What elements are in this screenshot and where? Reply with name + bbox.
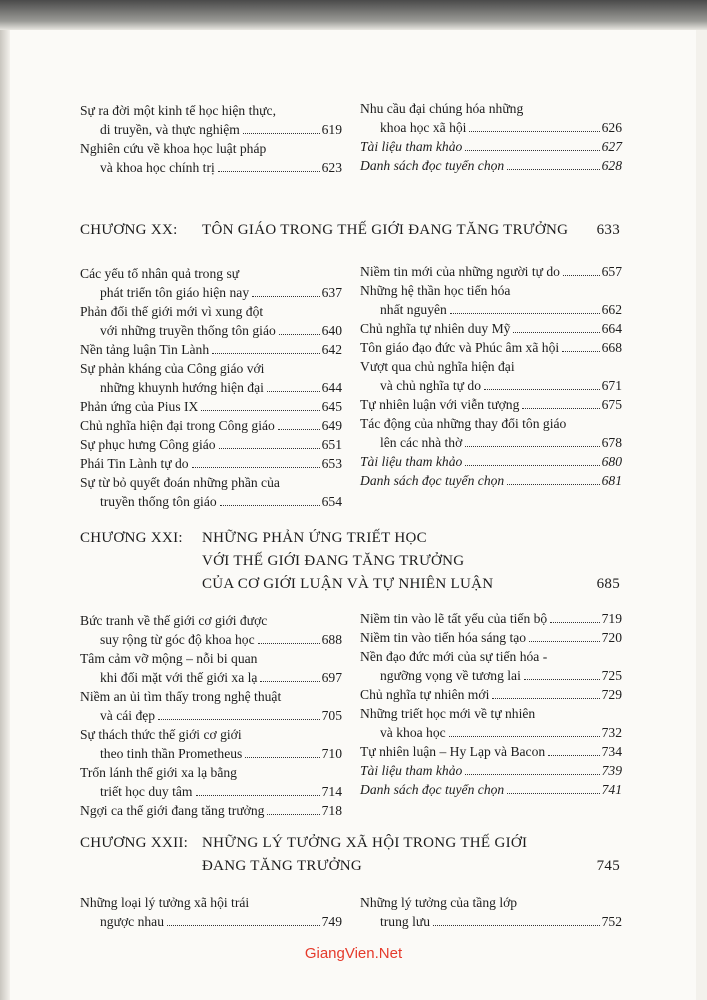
dot-leader	[192, 467, 320, 468]
toc-entry-text: ngưỡng vọng về tương lai	[380, 668, 521, 683]
toc-entry	[360, 281, 622, 319]
toc-entry	[360, 609, 622, 628]
toc-entry-text: Nền đạo đức mới của sự tiến hóa -	[360, 649, 548, 664]
chapter-page: 745	[596, 858, 620, 874]
toc-entry	[80, 397, 342, 416]
toc-entry-text: Sự ra đời một kinh tế học hiện thực,	[80, 103, 276, 118]
toc-entry-page: 681	[601, 473, 622, 488]
toc-entry-text: di truyền, và thực nghiệm	[100, 122, 240, 137]
dot-leader	[450, 313, 600, 314]
watermark-footer: GiangVien.Net	[304, 945, 403, 962]
toc-entry-page: 688	[321, 632, 342, 647]
toc-entry	[360, 780, 622, 799]
toc-entry	[80, 302, 342, 340]
chapter-title-line-3: CỦA CƠ GIỚI LUẬN VÀ TỰ NHIÊN LUẬN	[202, 576, 494, 592]
toc-entry-text: theo tinh thần Prometheus	[100, 746, 243, 761]
toc-top-left	[80, 101, 342, 177]
dot-leader	[243, 133, 320, 134]
toc-entry-page: 710	[321, 746, 342, 761]
chapter-number: CHƯƠNG XX:	[80, 222, 178, 238]
toc-entry-text: Các yếu tố nhân quả trong sự	[80, 266, 240, 281]
toc-entry-text: Chủ nghĩa tự nhiên duy Mỹ	[360, 321, 511, 336]
toc-ch21-right	[360, 609, 622, 799]
dot-leader	[562, 351, 599, 352]
toc-entry	[360, 647, 622, 685]
toc-entry	[360, 704, 622, 742]
toc-entry	[360, 262, 622, 281]
toc-entry-text: suy rộng từ góc độ khoa học	[100, 632, 255, 647]
toc-entry-page: 640	[321, 323, 342, 338]
dot-leader	[219, 448, 320, 449]
toc-entry	[80, 649, 342, 687]
toc-entry-page: 642	[321, 342, 342, 357]
toc-entry	[360, 414, 622, 452]
dot-leader	[220, 505, 320, 506]
toc-entry-text: Phản đối thế giới mới vì xung đột	[80, 304, 264, 319]
dot-leader	[563, 275, 600, 276]
chapter-title-line-2: VỚI THẾ GIỚI ĐANG TĂNG TRƯỞNG	[202, 553, 465, 569]
toc-entry-page: 668	[601, 340, 622, 355]
chapter-title-line-1: NHỮNG LÝ TƯỞNG XÃ HỘI TRONG THẾ GIỚI	[202, 835, 528, 851]
toc-entry-text: Những hệ thần học tiến hóa	[360, 283, 511, 298]
toc-entry	[80, 416, 342, 435]
toc-entry	[360, 471, 622, 490]
toc-entry	[80, 763, 342, 801]
toc-entry-text: trung lưu	[380, 914, 431, 929]
toc-entry-text: Sự từ bỏ quyết đoán những phần của	[80, 475, 280, 490]
toc-entry	[80, 264, 342, 302]
toc-entry-text: Chủ nghĩa hiện đại trong Công giáo	[80, 418, 275, 433]
toc-entry-text: Phản ứng của Pius IX	[80, 399, 199, 414]
toc-entry-page: 697	[321, 670, 342, 685]
dot-leader	[465, 150, 599, 151]
dot-leader	[550, 622, 599, 623]
toc-entry-text: Danh sách đọc tuyển chọn	[360, 782, 505, 797]
toc-entry	[80, 435, 342, 454]
toc-entry-text: truyền thống tôn giáo	[100, 494, 217, 509]
toc-entry-text: Vượt qua chủ nghĩa hiện đại	[360, 359, 515, 374]
toc-entry-page: 732	[601, 725, 622, 740]
toc-entry-text: Tài liệu tham khảo	[360, 763, 463, 778]
toc-entry-text: Niềm tin mới của những người tự do	[360, 264, 560, 279]
dot-leader	[196, 795, 320, 796]
toc-entry-text: Danh sách đọc tuyển chọn	[360, 158, 505, 173]
dot-leader	[522, 408, 599, 409]
toc-entry-text: phát triển tôn giáo hiện nay	[100, 285, 250, 300]
toc-entry-page: 739	[601, 763, 622, 778]
toc-entry-text: Chủ nghĩa tự nhiên mới	[360, 687, 490, 702]
toc-entry-page: 678	[601, 435, 622, 450]
toc-top-right	[360, 99, 622, 175]
toc-entry	[360, 893, 622, 931]
toc-entry-text: Tâm cảm vỡ mộng – nỗi bi quan	[80, 651, 258, 666]
dot-leader	[167, 925, 320, 926]
toc-ch21-left	[80, 611, 342, 820]
toc-entry-page: 649	[321, 418, 342, 433]
toc-entry	[360, 156, 622, 175]
toc-entry-page: 729	[601, 687, 622, 702]
toc-entry-page: 644	[321, 380, 342, 395]
toc-entry	[80, 725, 342, 763]
toc-entry-text: Bức tranh về thế giới cơ giới được	[80, 613, 268, 628]
dot-leader	[245, 757, 319, 758]
dot-leader	[469, 131, 599, 132]
toc-entry	[360, 628, 622, 647]
chapter-title: TÔN GIÁO TRONG THẾ GIỚI ĐANG TĂNG TRƯỞNG	[202, 222, 569, 238]
chapter-page: 685	[596, 576, 620, 592]
dot-leader	[279, 334, 320, 335]
toc-entry-page: 714	[321, 784, 342, 799]
toc-ch20-right	[360, 262, 622, 490]
dot-leader	[267, 391, 320, 392]
dot-leader	[507, 169, 599, 170]
toc-entry-page: 651	[321, 437, 342, 452]
toc-entry	[80, 893, 342, 931]
toc-entry-text: lên các nhà thờ	[380, 435, 463, 450]
toc-entry-text: Trốn lánh thế giới xa lạ bằng	[80, 765, 237, 780]
dot-leader	[484, 389, 600, 390]
dot-leader	[529, 641, 600, 642]
toc-entry-text: Những loại lý tưởng xã hội trái	[80, 895, 250, 910]
toc-ch22-left	[80, 893, 342, 931]
toc-entry-page: 718	[321, 803, 342, 818]
toc-entry-text: Tự nhiên luận với viễn tượng	[360, 397, 520, 412]
toc-entry-page: 752	[601, 914, 622, 929]
toc-entry-page: 680	[601, 454, 622, 469]
toc-entry-page: 619	[321, 122, 342, 137]
dot-leader	[507, 793, 599, 794]
toc-entry-page: 645	[321, 399, 342, 414]
toc-entry-text: nhất nguyên	[380, 302, 447, 317]
toc-entry	[360, 319, 622, 338]
toc-entry-text: Nhu cầu đại chúng hóa những	[360, 101, 524, 116]
toc-entry-text: Tài liệu tham khảo	[360, 454, 463, 469]
toc-entry-text: ngược nhau	[100, 914, 165, 929]
toc-entry-page: 675	[601, 397, 622, 412]
dot-leader	[449, 736, 600, 737]
dot-leader	[465, 774, 599, 775]
toc-ch20-left	[80, 264, 342, 511]
toc-entry-text: Nền tảng luận Tin Lành	[80, 342, 210, 357]
scan-top-edge	[0, 0, 707, 30]
toc-entry	[80, 801, 342, 820]
toc-entry-text: Nghiên cứu về khoa học luật pháp	[80, 141, 267, 156]
dot-leader	[513, 332, 599, 333]
dot-leader	[548, 755, 599, 756]
toc-entry-text: Tài liệu tham khảo	[360, 139, 463, 154]
toc-entry-text: Niềm tin vào lẽ tất yếu của tiến bộ	[360, 611, 548, 626]
toc-entry-text: với những truyền thống tôn giáo	[100, 323, 276, 338]
dot-leader	[433, 925, 600, 926]
toc-entry-page: 725	[601, 668, 622, 683]
toc-entry-page: 623	[321, 160, 342, 175]
toc-entry	[360, 685, 622, 704]
toc-entry-page: 637	[321, 285, 342, 300]
toc-entry-text: Sự phục hưng Công giáo	[80, 437, 216, 452]
toc-entry	[360, 452, 622, 471]
toc-entry-page: 626	[601, 120, 622, 135]
dot-leader	[465, 446, 599, 447]
dot-leader	[278, 429, 320, 430]
toc-entry	[360, 761, 622, 780]
toc-entry	[80, 101, 342, 139]
dot-leader	[252, 296, 319, 297]
toc-entry-text: Những triết học mới về tự nhiên	[360, 706, 536, 721]
toc-entry-page: 719	[601, 611, 622, 626]
toc-entry-text: và chủ nghĩa tự do	[380, 378, 481, 393]
chapter-title-line-1: NHỮNG PHẢN ỨNG TRIẾT HỌC	[202, 530, 427, 546]
dot-leader	[260, 681, 319, 682]
toc-entry-text: và khoa học	[380, 725, 446, 740]
toc-entry-page: 671	[601, 378, 622, 393]
toc-entry-page: 741	[601, 782, 622, 797]
toc-entry	[80, 454, 342, 473]
toc-entry	[80, 611, 342, 649]
toc-entry-page: 628	[601, 158, 622, 173]
toc-entry-page: 664	[601, 321, 622, 336]
toc-entry-text: những khuynh hướng hiện đại	[100, 380, 264, 395]
toc-entry	[360, 742, 622, 761]
toc-entry-page: 720	[601, 630, 622, 645]
toc-entry-page: 705	[321, 708, 342, 723]
toc-entry	[360, 99, 622, 137]
dot-leader	[492, 698, 599, 699]
toc-entry	[360, 137, 622, 156]
toc-entry-text: khi đối mặt với thế giới xa lạ	[100, 670, 258, 685]
toc-entry-text: Tác động của những thay đổi tôn giáo	[360, 416, 567, 431]
dot-leader	[507, 484, 599, 485]
toc-entry-text: Niềm an ủi tìm thấy trong nghệ thuật	[80, 689, 282, 704]
toc-entry-page: 654	[321, 494, 342, 509]
chapter-number: CHƯƠNG XXI:	[80, 530, 183, 546]
toc-entry-text: Danh sách đọc tuyển chọn	[360, 473, 505, 488]
toc-entry-page: 662	[601, 302, 622, 317]
toc-entry-text: triết học duy tâm	[100, 784, 193, 799]
toc-entry-text: Sự phản kháng của Công giáo với	[80, 361, 265, 376]
toc-entry	[80, 139, 342, 177]
toc-entry-text: Niềm tin vào tiến hóa sáng tạo	[360, 630, 527, 645]
dot-leader	[524, 679, 600, 680]
dot-leader	[158, 719, 320, 720]
dot-leader	[212, 353, 319, 354]
chapter-page: 633	[596, 222, 620, 238]
page-gutter-shadow	[0, 0, 10, 1000]
toc-entry-text: Ngợi ca thế giới đang tăng trưởng	[80, 803, 265, 818]
toc-entry	[360, 357, 622, 395]
dot-leader	[201, 410, 319, 411]
toc-entry	[80, 473, 342, 511]
chapter-title-line-2: ĐANG TĂNG TRƯỞNG	[202, 858, 363, 874]
dot-leader	[258, 643, 320, 644]
toc-entry-text: và khoa học chính trị	[100, 160, 215, 175]
toc-entry-text: Tự nhiên luận – Hy Lạp và Bacon	[360, 744, 546, 759]
toc-entry-page: 627	[601, 139, 622, 154]
toc-entry-text: Phái Tin Lành tự do	[80, 456, 189, 471]
dot-leader	[465, 465, 599, 466]
toc-entry	[80, 340, 342, 359]
chapter-number: CHƯƠNG XXII:	[80, 835, 189, 851]
toc-entry-text: Sự thách thức thế giới cơ giới	[80, 727, 242, 742]
toc-entry-page: 749	[321, 914, 342, 929]
toc-entry-page: 653	[321, 456, 342, 471]
toc-entry-text: và cái đẹp	[100, 708, 156, 723]
toc-entry-text: Tôn giáo đạo đức và Phúc âm xã hội	[360, 340, 560, 355]
toc-entry	[80, 687, 342, 725]
toc-entry-page: 734	[601, 744, 622, 759]
toc-entry	[80, 359, 342, 397]
dot-leader	[218, 171, 320, 172]
toc-entry-text: Những lý tưởng của tầng lớp	[360, 895, 518, 910]
toc-entry	[360, 395, 622, 414]
toc-entry	[360, 338, 622, 357]
toc-entry-text: khoa học xã hội	[380, 120, 467, 135]
toc-ch22-right	[360, 893, 622, 931]
toc-entry-page: 657	[601, 264, 622, 279]
dot-leader	[267, 814, 319, 815]
